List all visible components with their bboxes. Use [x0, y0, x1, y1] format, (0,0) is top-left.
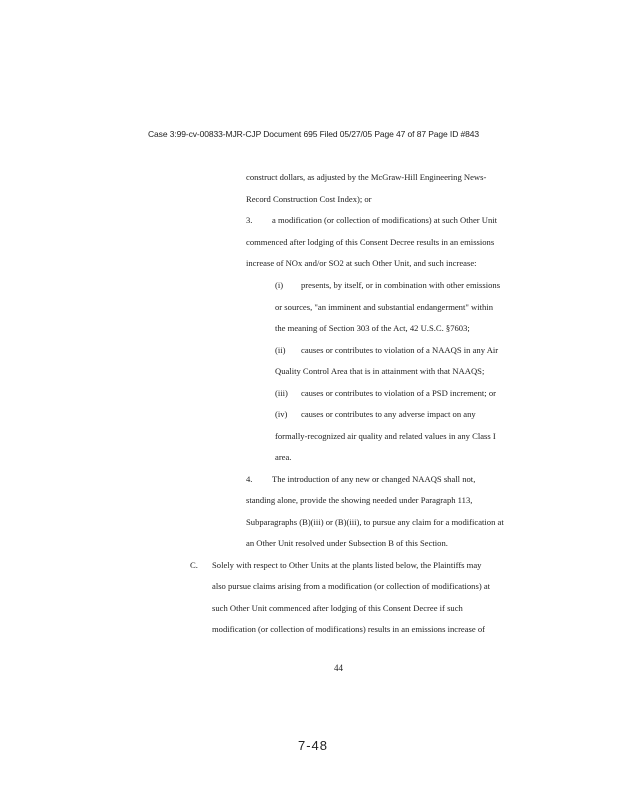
- item-marker: 3.: [246, 215, 253, 225]
- body-line: [275, 345, 498, 356]
- line-text: increase of NOx and/or SO2 at such Other Unit, and such increase:: [246, 258, 477, 268]
- line-text: causes or contributes to violation of a NAAQS in any Air: [301, 345, 499, 355]
- body-line: [246, 237, 494, 248]
- line-text: The introduction of any new or changed NAAQS shall not,: [272, 474, 476, 484]
- line-text: commenced after lodging of this Consent Decree results in an emissions: [246, 237, 495, 247]
- item-marker: 4.: [246, 474, 253, 484]
- body-line: [246, 215, 497, 226]
- line-text: standing alone, provide the showing needed under Paragraph 113,: [246, 495, 473, 505]
- body-line: [275, 431, 496, 442]
- line-text: or sources, "an imminent and substantial endangerment" within: [275, 302, 493, 312]
- page-number: 44: [334, 663, 343, 673]
- item-marker: (i): [275, 280, 284, 290]
- line-text: construct dollars, as adjusted by the McGraw-Hill Engineering News-: [246, 172, 487, 182]
- body-line: [275, 302, 493, 313]
- line-text: causes or contributes to violation of a PSD increment; or: [301, 388, 496, 398]
- line-text: the meaning of Section 303 of the Act, 42 U.S.C. §7603;: [275, 323, 470, 333]
- item-marker: (iv): [275, 409, 288, 419]
- body-line: [246, 517, 504, 528]
- line-text: formally-recognized air quality and related values in any Class I: [275, 431, 496, 441]
- item-marker: C.: [190, 560, 198, 570]
- body-line: [275, 366, 484, 377]
- body-line: [246, 172, 486, 183]
- case-header: Case 3:99-cv-00833-MJR-CJP Document 695 Filed 05/27/05 Page 47 of 87 Page ID #843: [148, 129, 480, 139]
- line-text: modification (or collection of modifications) results in an emissions increase of: [212, 624, 486, 634]
- body-line: [246, 194, 372, 205]
- line-text: Solely with respect to Other Units at the plants listed below, the Plaintiffs may: [212, 560, 482, 570]
- body-line: [275, 323, 470, 334]
- line-text: causes or contributes to any adverse impact on any: [301, 409, 476, 419]
- body-line: [246, 474, 475, 485]
- body-line: [212, 603, 463, 614]
- item-marker: (iii): [275, 388, 288, 398]
- line-text: presents, by itself, or in combination with other emissions: [301, 280, 501, 290]
- body-line: [246, 495, 472, 506]
- line-text: such Other Unit commenced after lodging of this Consent Decree if such: [212, 603, 463, 613]
- body-line: [212, 624, 485, 635]
- line-text: Record Construction Cost Index); or: [246, 194, 372, 204]
- body-line: [275, 409, 476, 420]
- body-line: [275, 280, 500, 291]
- body-line: [246, 258, 477, 269]
- line-text: an Other Unit resolved under Subsection B of this Section.: [246, 538, 448, 548]
- line-text: a modification (or collection of modifications) at such Other Unit: [272, 215, 498, 225]
- body-line: [246, 538, 448, 549]
- line-text: area.: [275, 452, 292, 462]
- line-text: Quality Control Area that is in attainment with that NAAQS;: [275, 366, 485, 376]
- bates-number: 7-48: [298, 738, 329, 753]
- body-line: [275, 388, 496, 399]
- item-marker: (ii): [275, 345, 286, 355]
- body-line: [190, 560, 481, 571]
- body-line: [212, 581, 490, 592]
- body-line: [275, 452, 291, 463]
- line-text: also pursue claims arising from a modification (or collection of modifications) at: [212, 581, 491, 591]
- line-text: Subparagraphs (B)(iii) or (B)(iii), to pursue any claim for a modification at: [246, 517, 504, 527]
